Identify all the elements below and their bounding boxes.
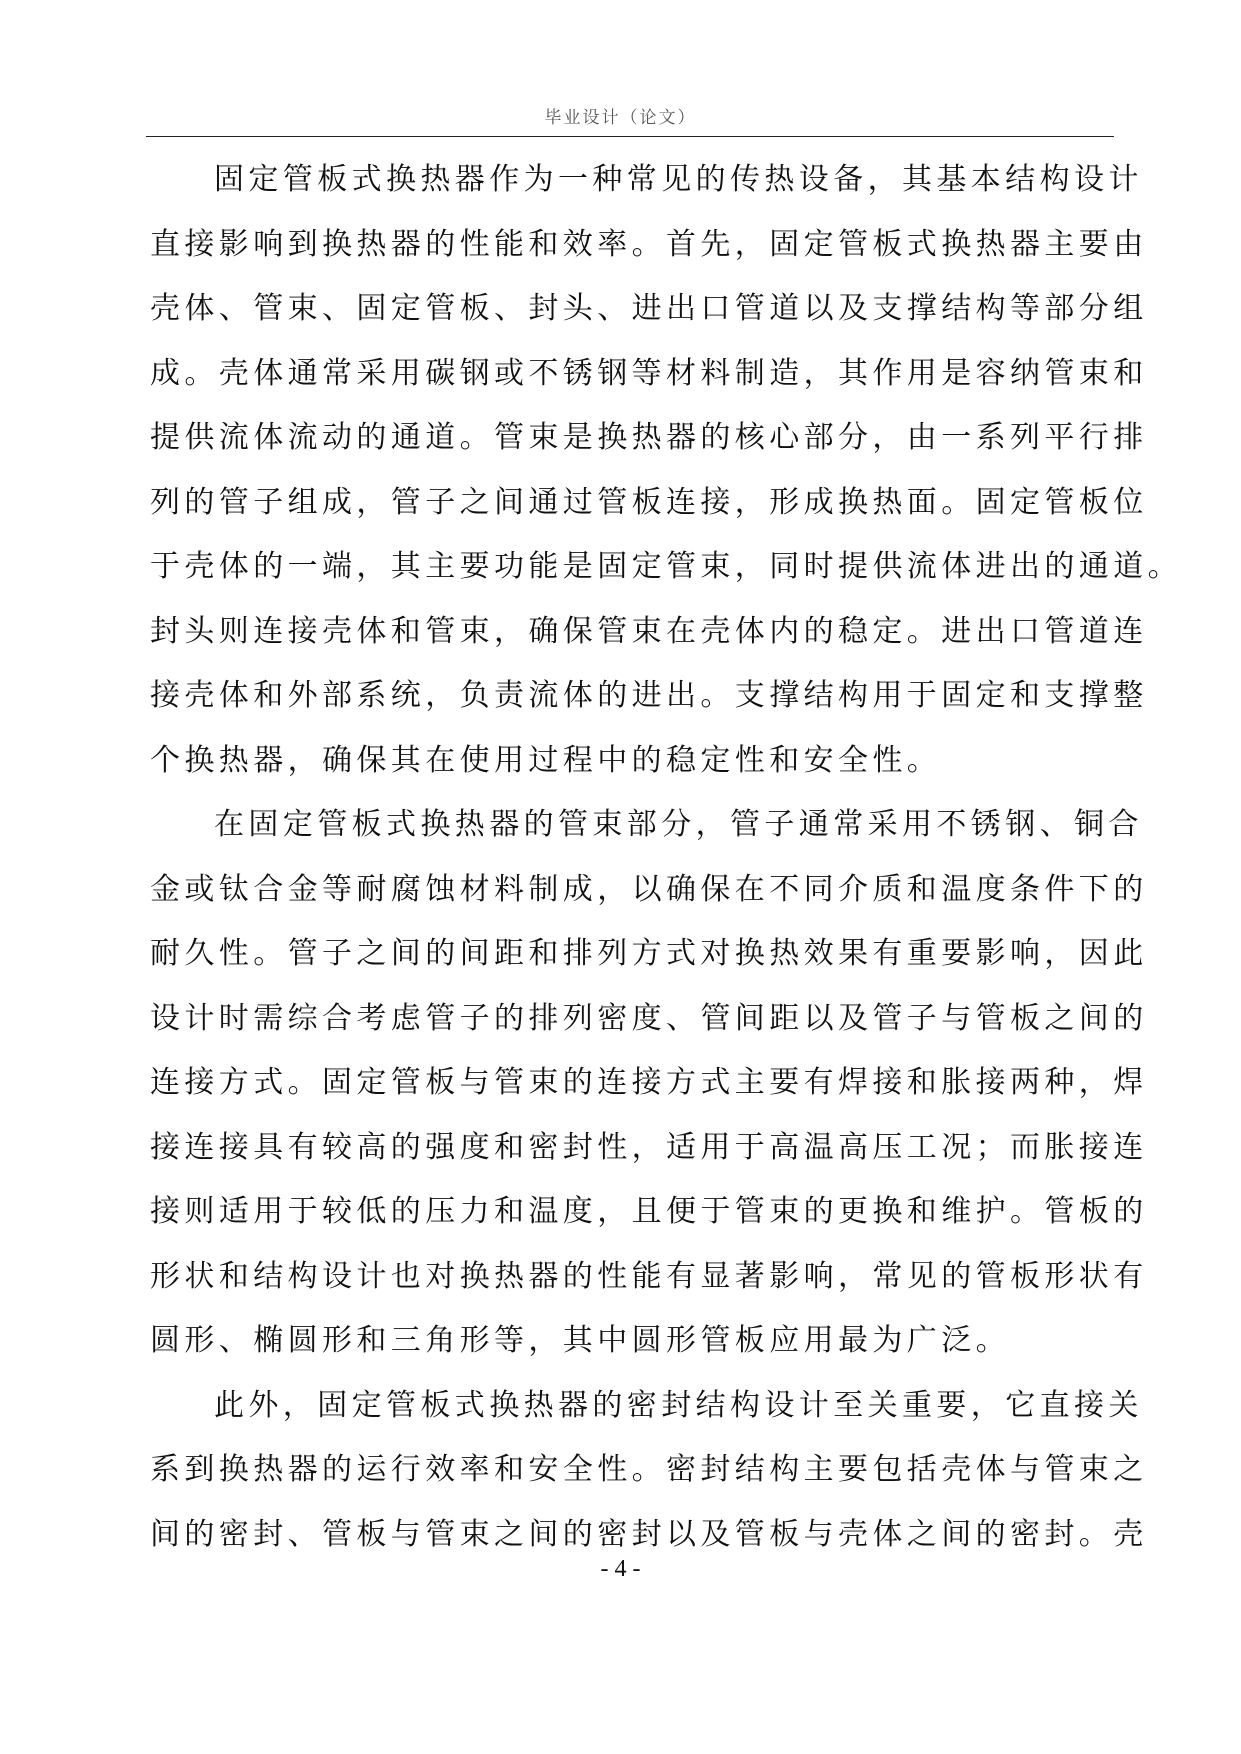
text-line: 接连接具有较高的强度和密封性，适用于高温高压工况；而胀接连 <box>150 1129 1148 1165</box>
text-line: 成。壳体通常采用碳钢或不锈钢等材料制造，其作用是容纳管束和 <box>150 355 1148 391</box>
text-line: 系到换热器的运行效率和安全性。密封结构主要包括壳体与管束之 <box>150 1452 1148 1487</box>
text-line: 于壳体的一端，其主要功能是固定管束，同时提供流体进出的通道。 <box>150 549 1182 584</box>
text-line: 壳体、管束、固定管板、封头、进出口管道以及支撑结构等部分组 <box>150 291 1148 326</box>
running-header: 毕业设计（论文） <box>544 108 697 128</box>
text-line: 间的密封、管板与管束之间的密封以及管板与壳体之间的密封。壳 <box>150 1516 1148 1552</box>
text-line: 耐久性。管子之间的间距和排列方式对换热效果有重要影响，因此 <box>150 936 1148 971</box>
text-line: 直接影响到换热器的性能和效率。首先，固定管板式换热器主要由 <box>150 226 1148 262</box>
text-line: 形状和结构设计也对换热器的性能有显著影响，常见的管板形状有 <box>150 1258 1148 1294</box>
text-line: 提供流体流动的通道。管束是换热器的核心部分，由一系列平行排 <box>150 420 1148 455</box>
body-text <box>150 148 1182 1567</box>
page-number: - 4 - <box>600 1556 641 1582</box>
text-line: 固定管板式换热器作为一种常见的传热设备，其基本结构设计 <box>214 162 1143 197</box>
text-line: 个换热器，确保其在使用过程中的稳定性和安全性。 <box>150 742 942 778</box>
text-line: 接则适用于较低的压力和温度，且便于管束的更换和维护。管板的 <box>150 1194 1148 1229</box>
text-line: 此外，固定管板式换热器的密封结构设计至关重要，它直接关 <box>214 1387 1143 1423</box>
text-line: 接壳体和外部系统，负责流体的进出。支撑结构用于固定和支撑整 <box>150 678 1148 713</box>
text-line: 封头则连接壳体和管束，确保管束在壳体内的稳定。进出口管道连 <box>150 613 1148 649</box>
text-line: 设计时需综合考虑管子的排列密度、管间距以及管子与管板之间的 <box>150 1000 1148 1036</box>
text-line: 圆形、椭圆形和三角形等，其中圆形管板应用最为广泛。 <box>150 1323 1010 1358</box>
text-line: 在固定管板式换热器的管束部分，管子通常采用不锈钢、铜合 <box>214 807 1143 842</box>
text-line: 列的管子组成，管子之间通过管板连接，形成换热面。固定管板位 <box>150 484 1148 520</box>
header-divider <box>146 136 1114 137</box>
text-line: 连接方式。固定管板与管束的连接方式主要有焊接和胀接两种，焊 <box>150 1065 1148 1100</box>
text-line: 金或钛合金等耐腐蚀材料制成，以确保在不同介质和温度条件下的 <box>150 871 1148 907</box>
